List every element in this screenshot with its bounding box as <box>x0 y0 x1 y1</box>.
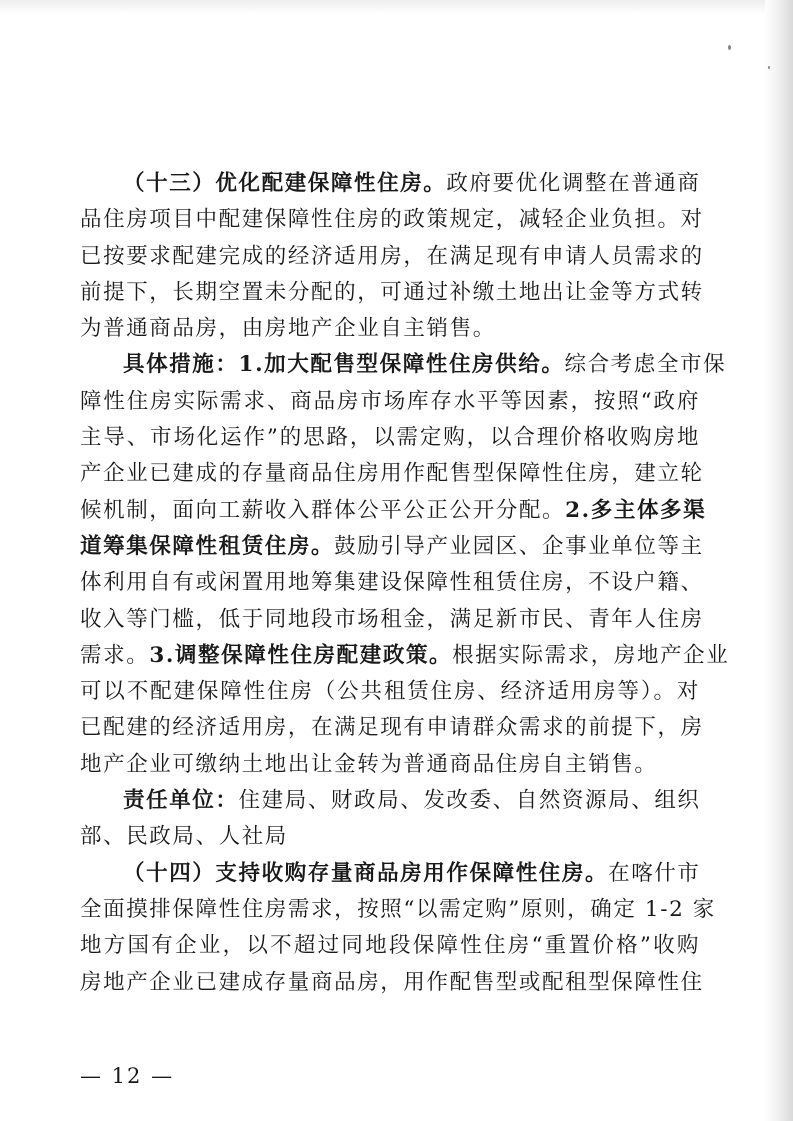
measures-label: 具体措施： <box>123 352 239 378</box>
measures-line: 需求。3.调整保障性住房配建政策。根据实际需求，房地产企业 <box>80 642 730 668</box>
section-14-line: 全面摸排保障性住房需求，按照“以需定购”原则，确定 1-2 家 <box>80 896 716 922</box>
measures-line: 产企业已建成的存量商品住房用作配售型保障性住房，建立轮 <box>80 461 704 487</box>
measures-line: 具体措施：1.加大配售型保障性住房供给。综合考虑全市保 <box>123 352 727 378</box>
scan-top-shadow <box>0 0 793 14</box>
document-body <box>80 166 730 1001</box>
measure-3-title: 3.调整保障性住房配建政策。 <box>149 642 453 668</box>
section-14-line: 房地产企业已建成存量商品房，用作配售型或配租型保障性住 <box>80 969 704 995</box>
section-14-heading: （十四）支持收购存量商品房用作保障性住房。 <box>123 860 609 886</box>
measures-line: 收入等门槛，低于同地段市场租金，满足新市民、青年人住房 <box>80 606 704 632</box>
measures-line: 候机制，面向工薪收入群体公平公正公开分配。2.多主体多渠 <box>80 497 707 523</box>
section-14-line: 地方国有企业，以不超过同地段保障性住房“重置价格”收购 <box>80 933 700 959</box>
measures-line: 障性住房实际需求、商品房市场库存水平等因素，按照“政府 <box>80 388 700 414</box>
scan-speck <box>768 66 770 69</box>
section-13-line: 前提下，长期空置未分配的，可通过补缴土地出让金等方式转 <box>80 279 704 305</box>
measures-paragraph <box>80 347 730 783</box>
section-13 <box>80 166 704 347</box>
section-13-line: （十三）优化配建保障性住房。政府要优化调整在普通商 <box>123 171 701 196</box>
scan-speck <box>728 45 731 50</box>
responsibility-label: 责任单位： <box>123 788 239 814</box>
measures-line: 道筹集保障性租赁住房。鼓励引导产业园区、企事业单位等主 <box>80 533 704 559</box>
measure-2-title: 2.多主体多渠 <box>565 497 707 523</box>
responsibility-line: 责任单位：住建局、财政局、发改委、自然资源局、组织 <box>123 788 701 814</box>
measure-1-title: 1.加大配售型保障性住房供给。 <box>238 352 565 378</box>
scan-right-edge <box>765 0 793 1121</box>
section-13-line: 品住房项目中配建保障性住房的政策规定，减轻企业负担。对 <box>80 207 704 233</box>
responsibility-paragraph <box>80 783 700 856</box>
measures-line: 可以不配建保障性住房（公共租赁住房、经济适用房等）。对 <box>80 679 700 705</box>
section-14 <box>80 856 716 1001</box>
page-number: — 12 — <box>80 1064 175 1088</box>
measures-line: 已配建的经济适用房，在满足现有申请群众需求的前提下，房 <box>80 715 704 741</box>
section-13-line: 已按要求配建完成的经济适用房，在满足现有申请人员需求的 <box>80 243 704 269</box>
measure-2-title-cont: 道筹集保障性租赁住房。 <box>80 533 335 559</box>
measures-line: 体利用自有或闲置用地筹集建设保障性租赁住房，不设户籍、 <box>80 570 704 596</box>
responsibility-line: 部、民政局、人社局 <box>80 824 288 850</box>
measures-line: 地产企业可缴纳土地出让金转为普通商品住房自主销售。 <box>80 751 658 777</box>
measures-line: 主导、市场化运作”的思路，以需定购，以合理价格收购房地 <box>80 425 700 451</box>
section-13-line: 为普通商品房，由房地产企业自主销售。 <box>80 316 496 342</box>
section-13-heading: （十三）优化配建保障性住房。 <box>123 171 447 196</box>
section-14-line: （十四）支持收购存量商品房用作保障性住房。在喀什市 <box>123 860 701 886</box>
